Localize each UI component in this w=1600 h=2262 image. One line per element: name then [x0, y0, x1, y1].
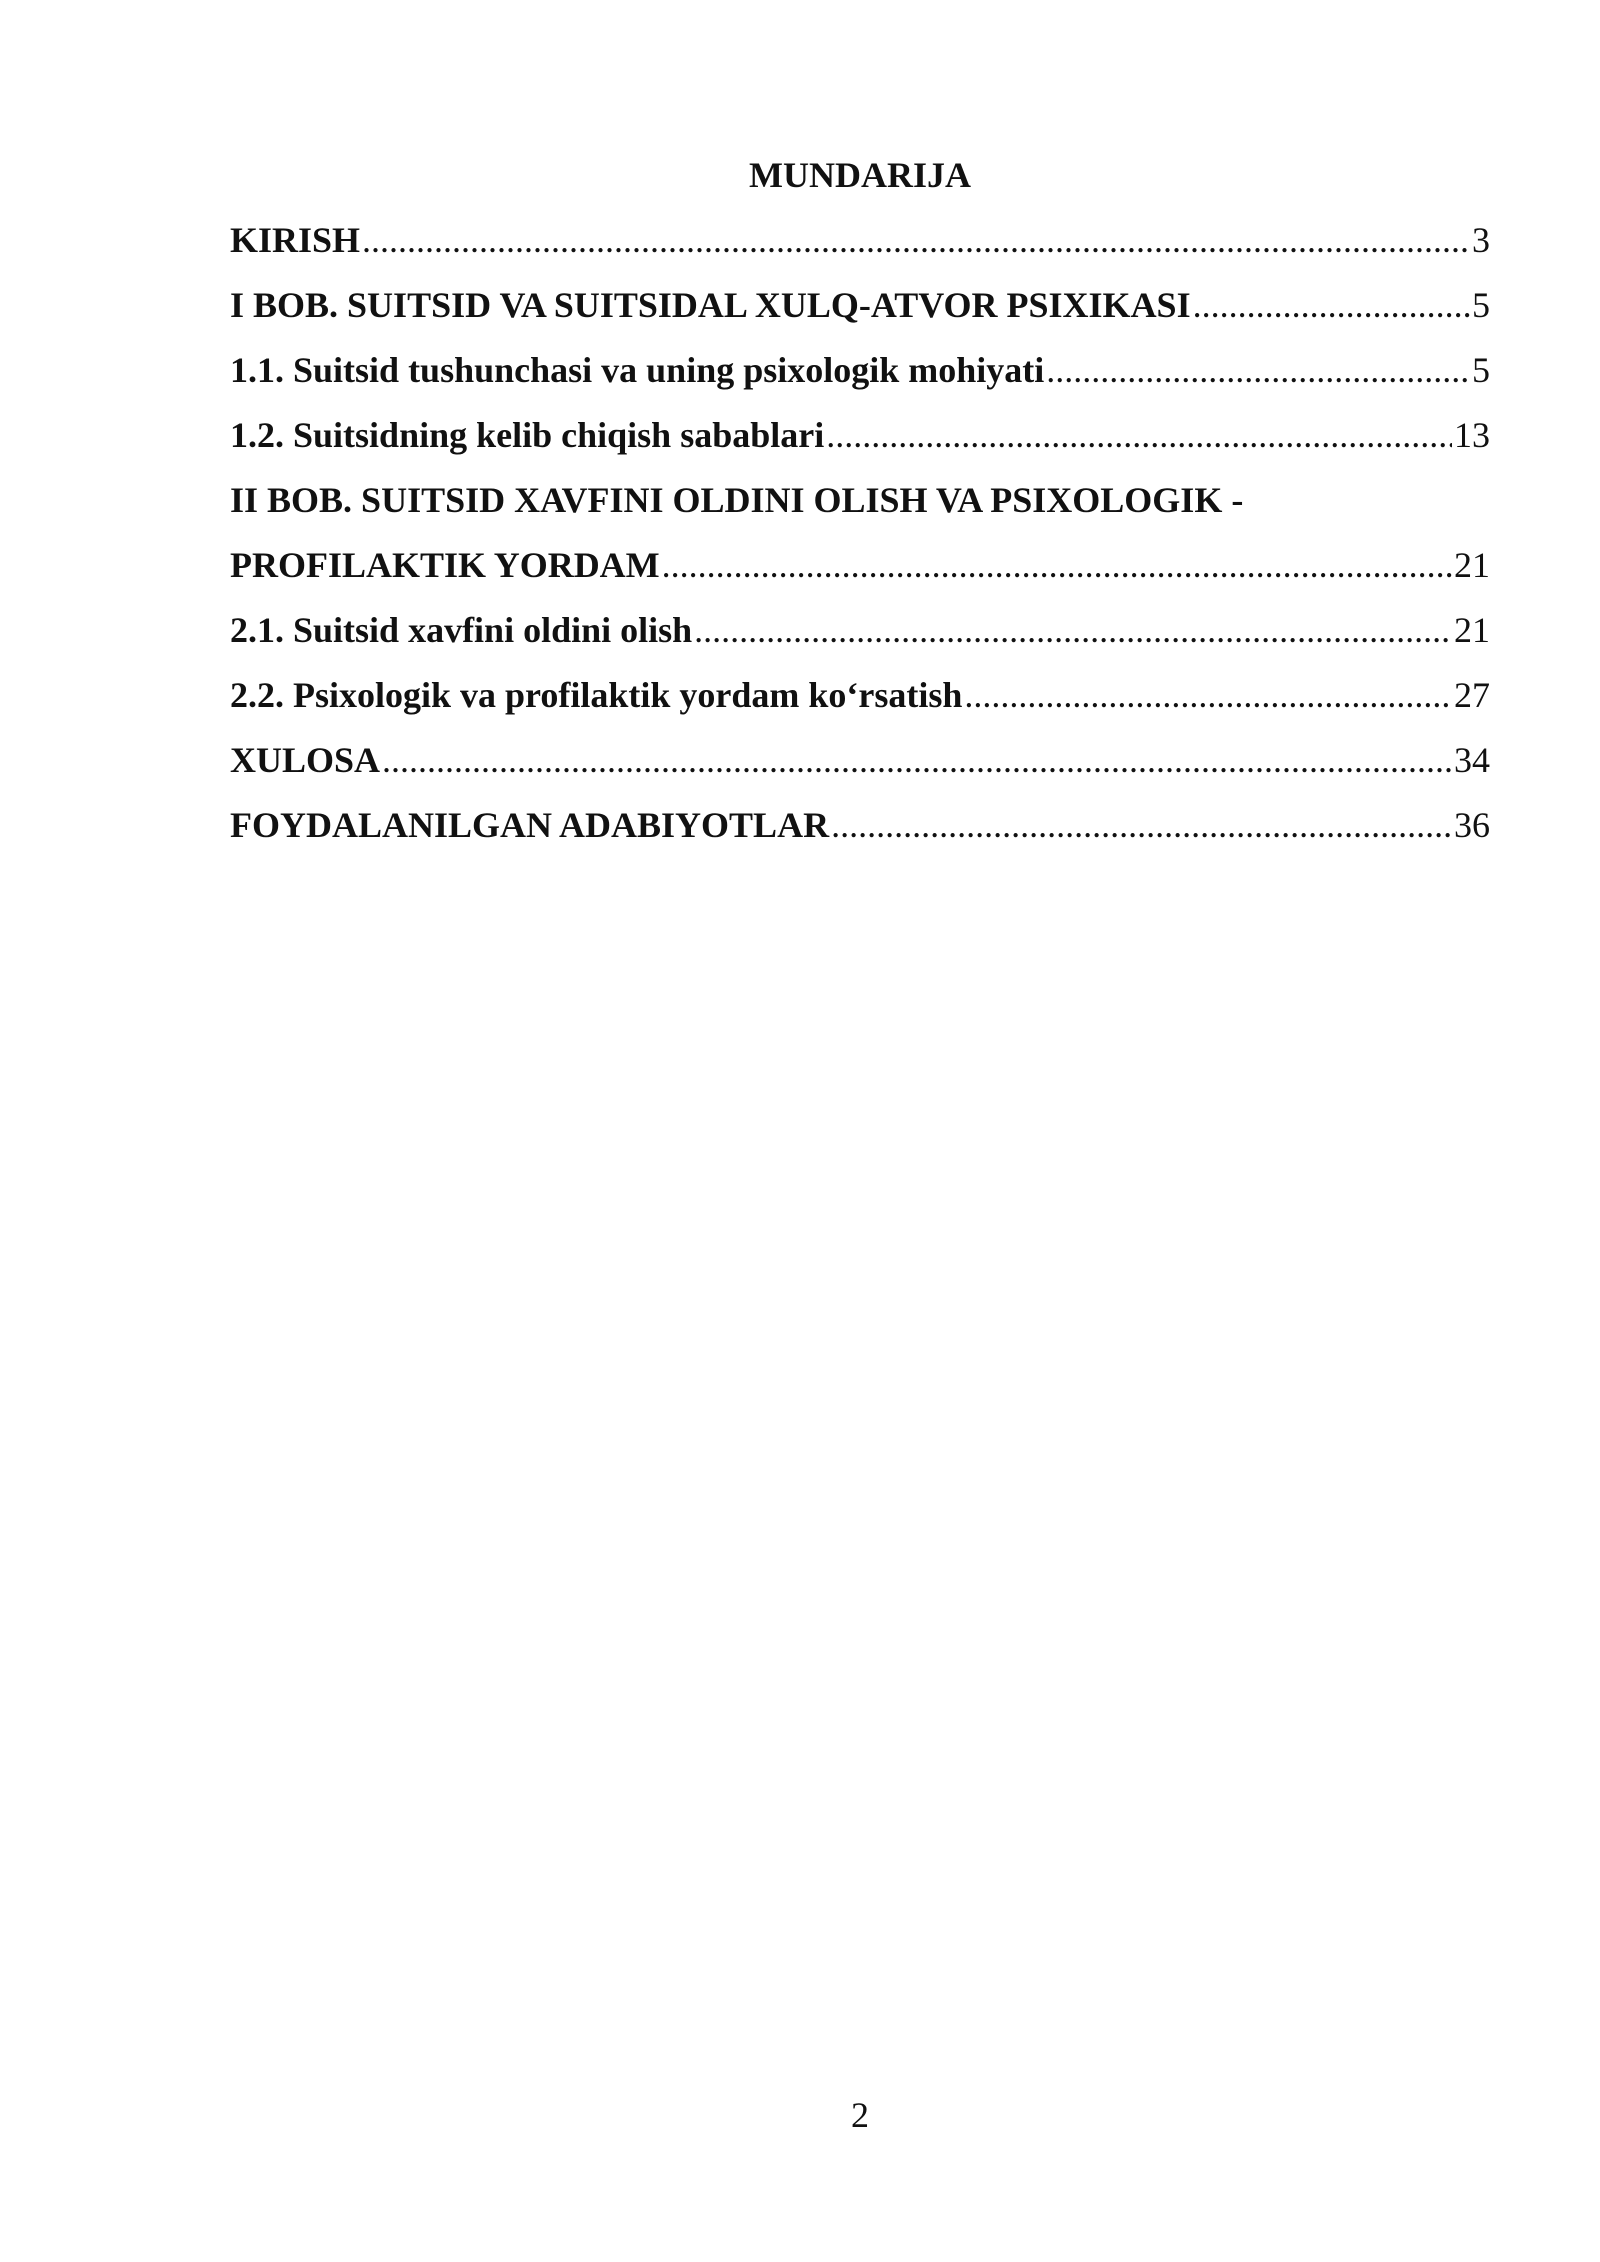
toc-entry[interactable] — [230, 605, 1490, 670]
toc-leader-dots — [362, 215, 1470, 265]
toc-leader-dots — [826, 410, 1452, 460]
toc-entry-title: KIRISH — [230, 220, 361, 260]
table-of-contents — [230, 215, 1490, 865]
toc-entry-title: 2.2. Psixologik va profilaktik yordam ko‘rsatish — [230, 675, 963, 715]
toc-entry[interactable] — [230, 800, 1490, 865]
toc-leader-dots — [382, 735, 1452, 785]
toc-entry-page: 3 — [1472, 220, 1490, 260]
toc-entry-title: XULOSA — [230, 740, 381, 780]
toc-leader-dots — [1193, 280, 1470, 330]
toc-entry-page: 27 — [1454, 675, 1490, 715]
toc-entry-page: 36 — [1454, 805, 1490, 845]
toc-entry-title: II BOB. SUITSID XAVFINI OLDINI OLISH VA PSIXOLOGIK - — [230, 480, 1244, 520]
toc-entry-page: 5 — [1472, 350, 1490, 390]
page-number: 2 — [851, 2095, 869, 2135]
toc-entry-title: I BOB. SUITSID VA SUITSIDAL XULQ-ATVOR PSIXIKASI — [230, 285, 1191, 325]
toc-leader-dots — [1046, 345, 1470, 395]
toc-entry[interactable] — [230, 735, 1490, 800]
toc-entry-line1[interactable] — [230, 475, 1490, 540]
toc-entry-title: 1.1. Suitsid tushunchasi va uning psixologik mohiyati — [230, 350, 1045, 390]
page-title: MUNDARIJA — [749, 155, 971, 195]
toc-entry-title: FOYDALANILGAN ADABIYOTLAR — [230, 805, 830, 845]
toc-entry-line2[interactable] — [230, 540, 1490, 605]
toc-entry-page: 13 — [1454, 415, 1490, 455]
toc-entry-page: 21 — [1454, 545, 1490, 585]
toc-entry-title: 2.1. Suitsid xavfini oldini olish — [230, 610, 693, 650]
toc-entry[interactable] — [230, 280, 1490, 345]
toc-leader-dots — [831, 800, 1452, 850]
toc-entry[interactable] — [230, 410, 1490, 475]
toc-leader-dots — [694, 605, 1452, 655]
toc-entry-page: 21 — [1454, 610, 1490, 650]
toc-entry[interactable] — [230, 345, 1490, 410]
toc-entry-page: 34 — [1454, 740, 1490, 780]
toc-entry-page: 5 — [1472, 285, 1490, 325]
toc-leader-dots — [662, 540, 1452, 590]
toc-entry[interactable] — [230, 670, 1490, 735]
toc-entry-title: PROFILAKTIK YORDAM — [230, 545, 660, 585]
toc-entry-title: 1.2. Suitsidning kelib chiqish sabablari — [230, 415, 825, 455]
toc-entry[interactable] — [230, 215, 1490, 280]
toc-leader-dots — [964, 670, 1452, 720]
